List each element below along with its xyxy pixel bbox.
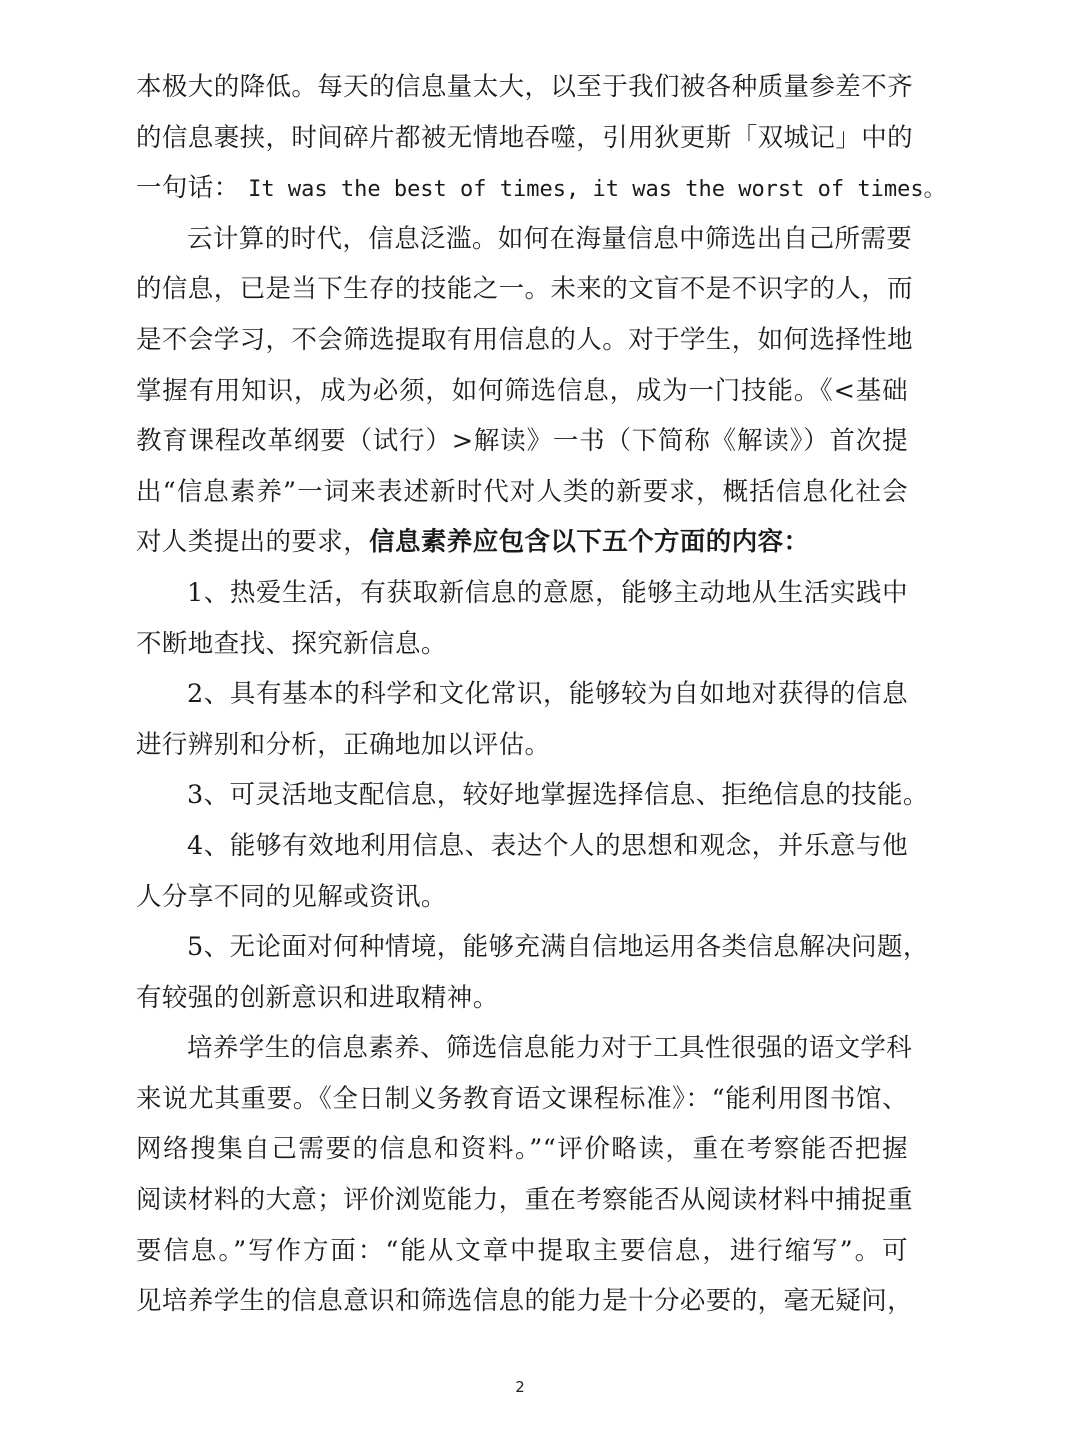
text-line: 出“信息素养”一词来表述新时代对人类的新要求，概括信息化社会 (136, 476, 908, 507)
text-line: 的信息裹挟，时间碎片都被无情地吞噬，引用狄更斯「双城记」中的 (136, 122, 914, 153)
list-item-2-cont: 进行辨别和分析，正确地加以评估。 (136, 729, 551, 760)
text-line: 见培养学生的信息意识和筛选信息的能力是十分必要的，毫无疑问， (136, 1286, 914, 1317)
paragraph-start: 云计算的时代，信息泛滥。如何在海量信息中筛选出自己所需要 (187, 223, 913, 254)
bold-heading-text: 信息素养应包含以下五个方面的内容： (369, 527, 810, 558)
list-item-2: 2、具有基本的科学和文化常识，能够较为自如地对获得的信息 (187, 679, 908, 710)
list-item-3: 3、可灵活地支配信息，较好地掌握选择信息、拒绝信息的技能。 (187, 780, 929, 811)
text-line: 是不会学习，不会筛选提取有用信息的人。对于学生，如何选择性地 (136, 324, 914, 355)
text-line: 掌握有用知识，成为必须，如何筛选信息，成为一门技能。《<基础 (136, 375, 908, 406)
list-item-4-cont: 人分享不同的见解或资讯。 (136, 881, 447, 912)
list-item-1: 1、热爱生活，有获取新信息的意愿，能够主动地从生活实践中 (187, 577, 908, 608)
list-item-1-cont: 不断地查找、探究新信息。 (136, 628, 447, 659)
quote-intro: 一句话： (136, 173, 240, 204)
page-number: 2 (515, 1378, 525, 1396)
text-line: 网络搜集自己需要的信息和资料。”“评价略读，重在考察能否把握 (136, 1134, 908, 1165)
text-line: 的信息，已是当下生存的技能之一。未来的文盲不是不识字的人，而 (136, 274, 914, 305)
dickens-quote: It was the best of times, it was the worst of times。 (248, 177, 946, 203)
body-text (136, 62, 946, 1327)
list-item-5: 5、无论面对何种情境，能够充满自信地运用各类信息解决问题， (187, 932, 929, 963)
list-item-4: 4、能够有效地利用信息、表达个人的思想和观念，并乐意与他 (187, 830, 908, 861)
text-line: 教育课程改革纲要（试行）>解读》一书（下简称《解读》）首次提 (136, 426, 908, 457)
text-line: 本极大的降低。每天的信息量太大，以至于我们被各种质量参差不齐 (136, 72, 914, 102)
text-line: 阅读材料的大意；评价浏览能力，重在考察能否从阅读材料中捕捉重 (136, 1185, 914, 1216)
text-line (136, 517, 908, 568)
text-fragment: 对人类提出的要求， (136, 527, 370, 558)
list-item-5-cont: 有较强的创新意识和进取精神。 (136, 982, 499, 1013)
text-line-quote (136, 163, 946, 214)
text-line: 来说尤其重要。《全日制义务教育语文课程标准》：“能利用图书馆、 (136, 1083, 908, 1114)
paragraph-start: 培养学生的信息素养、筛选信息能力对于工具性很强的语文学科 (187, 1033, 913, 1064)
text-line: 要信息。”写作方面：“能从文章中提取主要信息，进行缩写”。可 (136, 1235, 908, 1266)
